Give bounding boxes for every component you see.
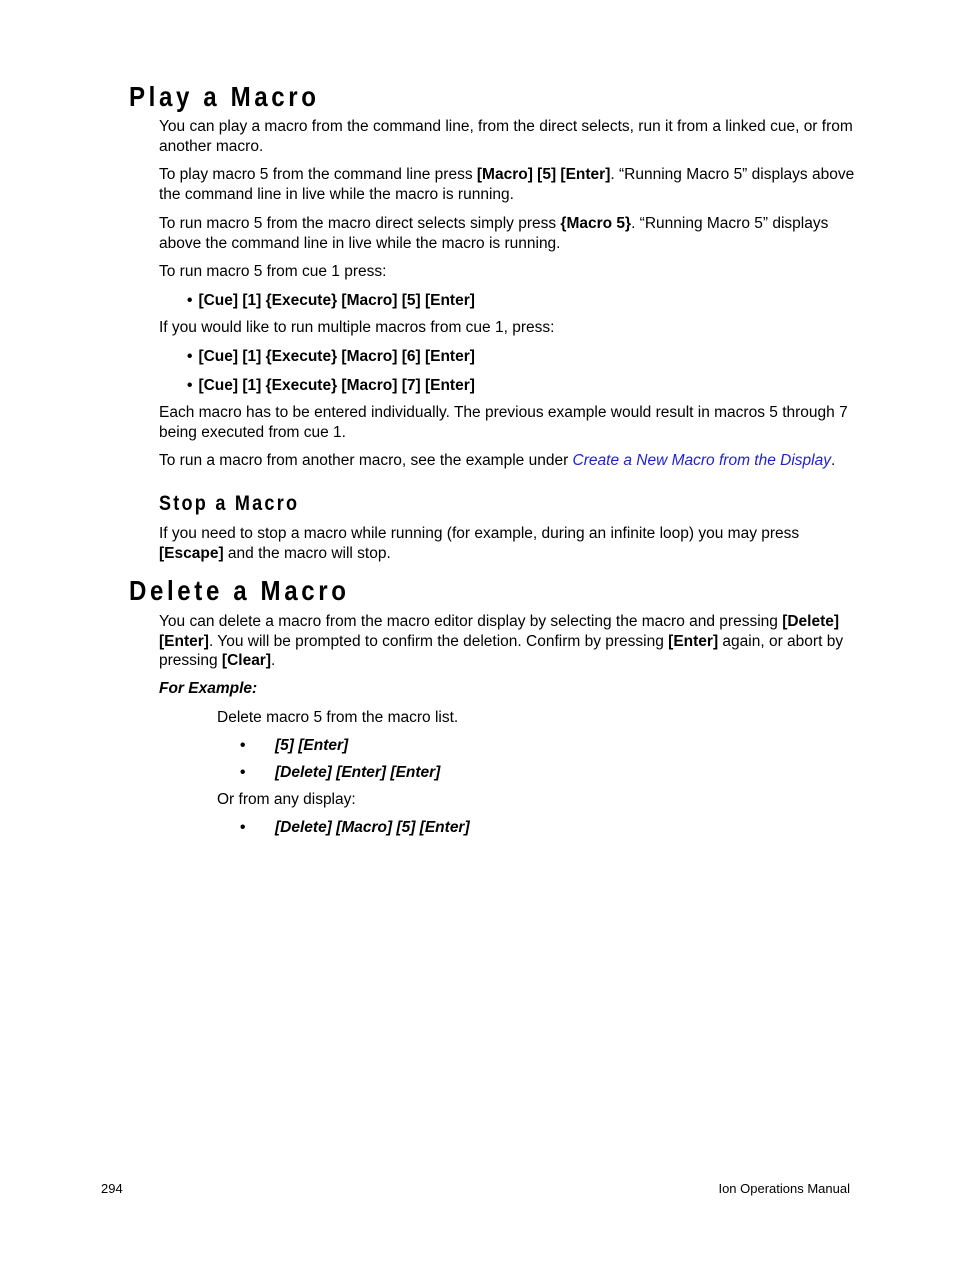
bullet-cue-macro-7 <box>187 376 475 396</box>
bullet-icon: • <box>240 819 246 836</box>
bullet-icon: • <box>240 737 246 754</box>
footer-manual-title: Ion Operations Manual <box>718 1181 850 1196</box>
text: and the macro will stop. <box>223 544 391 562</box>
paragraph-play-command-line <box>159 165 859 204</box>
example-bullet-5-enter <box>240 736 348 756</box>
text: . “Running Macro 5” displays above the command line in live while the macro is running. <box>159 166 855 203</box>
key-sequence: [Delete] [Enter] <box>159 613 840 650</box>
bullet-text: [Cue] [1] {Execute} [Macro] [6] [Enter] <box>198 348 475 365</box>
heading-stop-a-macro: Stop a Macro <box>159 492 300 515</box>
text: If you need to stop a macro while running (for example, during an infinite loop) you may press <box>159 525 800 542</box>
key-sequence: [Enter] <box>668 632 719 650</box>
bullet-icon: • <box>187 292 193 309</box>
text: To run macro 5 from the macro direct selects simply press <box>159 215 561 232</box>
bullet-cue-macro-5 <box>187 291 475 311</box>
bullet-icon: • <box>187 377 193 394</box>
bullet-icon: • <box>240 764 246 781</box>
text: . <box>271 652 276 669</box>
paragraph-delete-macro <box>159 612 859 671</box>
bullet-text: [Delete] [Macro] [5] [Enter] <box>275 819 470 836</box>
example-label: For Example: <box>159 680 258 697</box>
key-sequence: [Clear] <box>221 652 272 669</box>
example-text-delete-macro-5: Delete macro 5 from the macro list. <box>217 709 459 726</box>
heading-delete-a-macro: Delete a Macro <box>129 575 350 606</box>
create-macro-link[interactable]: Create a New Macro from the Display <box>572 452 831 469</box>
example-bullet-delete-enter-enter <box>240 763 440 783</box>
bullet-icon: • <box>187 348 193 365</box>
text: You can delete a macro from the macro editor display by selecting the macro and pressing <box>159 613 783 630</box>
text: To play macro 5 from the command line press <box>159 166 477 183</box>
bullet-text: [Cue] [1] {Execute} [Macro] [7] [Enter] <box>198 377 475 394</box>
text: . You will be prompted to confirm the deletion. Confirm by pressing <box>208 632 669 650</box>
text: . <box>830 452 836 469</box>
bullet-text: [Delete] [Enter] [Enter] <box>275 764 441 781</box>
text: . “Running Macro 5” displays above the command line in live while the macro is running. <box>159 215 829 252</box>
page-number: 294 <box>101 1181 123 1196</box>
example-text-any-display: Or from any display: <box>217 791 356 808</box>
key-sequence: {Macro 5} <box>560 215 632 232</box>
text: again, or abort by pressing <box>159 632 844 669</box>
paragraph-each-macro: Each macro has to be entered individually. The previous example would result in macros 5 through 7 being executed from cue 1. <box>159 404 848 441</box>
paragraph-multiple-macros: If you would like to run multiple macros from cue 1, press: <box>159 319 555 336</box>
heading-play-a-macro: Play a Macro <box>129 81 320 112</box>
paragraph-stop-macro <box>159 524 859 563</box>
bullet-text: [Cue] [1] {Execute} [Macro] [5] [Enter] <box>198 292 475 309</box>
key-sequence: [Escape] <box>159 544 224 562</box>
text: To run a macro from another macro, see the example under <box>159 452 573 469</box>
paragraph-macro-from-macro <box>159 451 859 471</box>
paragraph-play-intro: You can play a macro from the command line, from the direct selects, run it from a linked cue, or from another macro. <box>159 118 853 155</box>
paragraph-run-from-cue: To run macro 5 from cue 1 press: <box>159 263 387 280</box>
bullet-cue-macro-6 <box>187 347 475 367</box>
example-bullet-delete-macro-5-enter <box>240 818 470 838</box>
paragraph-play-direct-selects <box>159 214 859 253</box>
bullet-text: [5] [Enter] <box>275 737 349 754</box>
key-sequence: [Macro] [5] [Enter] <box>476 166 611 183</box>
